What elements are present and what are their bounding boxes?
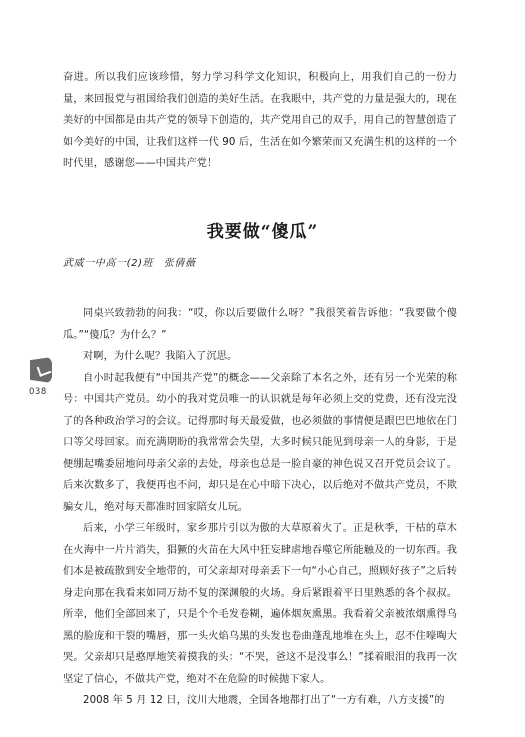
essay-body — [63, 303, 457, 712]
essay-title: 我要做“傻瓜” — [206, 222, 319, 242]
essay-paragraph: 自小时起我便有“中国共产党”的概念——父亲除了本名之外，还有另一个光荣的称号：中国共产党员。幼小的我对党员唯一的认识就是每年必须上交的党费，还有没完没了的各种政治学习的会议。记得那时每天最爱做，也必须做的事情便是跟巴巴地依在门口等父母回家。而充满期盼的我常常会失望，大多时候只能见到母亲一人的身影，于是便绷起嘴委屈地问母亲父亲的去处，母亲也总是一脸自豪的神色说又召开党员会议了。后来次数多了，我便再也不问，却只是在心中暗下决心，以后绝对不做共产党员，不欺骗女儿，绝对每天都准时回家陪女儿玩。 — [63, 372, 457, 513]
essay-paragraph: 后来，小学三年级时，家乡那片引以为傲的大草原着火了。正是秋季，干枯的草木在火海中一片片消失，猖獗的火苗在大风中狂妄肆虐地吞噬它所能触及的一切东西。我们本是被疏散到安全地带的，可父亲却对母亲丢下一句“小心自己，照顾好孩子”之后转身走向那在我看来如同万劫不复的深渊般的火场。身后紧跟着平日里熟悉的各个叔叔。所幸，他们全部回来了，只是个个毛发卷糊，遍体烟灰熏黑。我看着父亲被浓烟熏得乌黑的脸庞和干裂的嘴唇，那一头火焰乌黑的头发也卷曲蓬乱地堆在头上，忍不住嚎啕大哭。父亲却只是憨厚地笑着摸我的头：“不哭，爸这不是没事么！”揉着眼泪的我再一次坚定了信心，不做共产党，绝对不在危险的时候抛下家人。 — [63, 523, 457, 685]
essay-paragraph: 同桌兴致勃勃的问我：“哎，你以后要做什么呀？”我很笑着告诉他：“我要做个傻瓜。”“傻瓜？为什么？” — [63, 308, 457, 341]
essay-paragraph: 对啊，为什么呢？我陷入了沉思。 — [83, 351, 238, 362]
previous-essay-closing-paragraph: 奋进。所以我们应该珍惜，努力学习科学文化知识，积极向上，用我们自己的一份力量，来回报党与祖国给我们创造的美好生活。在我眼中，共产党的力量是强大的，现在美好的中国都是由共产党的领导下创造的，共产党用自己的双手，用自己的智慧创造了如今美好的中国，让我们这样一代 90 后，生活在如今繁荣而又充满生机的这样的一个时代里，感谢您——中国共产党！ — [63, 72, 457, 169]
essay-paragraph: 2008 年 5 月 12 日，汶川大地震，全国各地都打出了“一方有难，八方支援”的 — [83, 695, 445, 706]
essay-author-line: 武威一中高一(2)班 张倩薇 — [63, 258, 196, 269]
page-number: 038 — [29, 387, 47, 397]
